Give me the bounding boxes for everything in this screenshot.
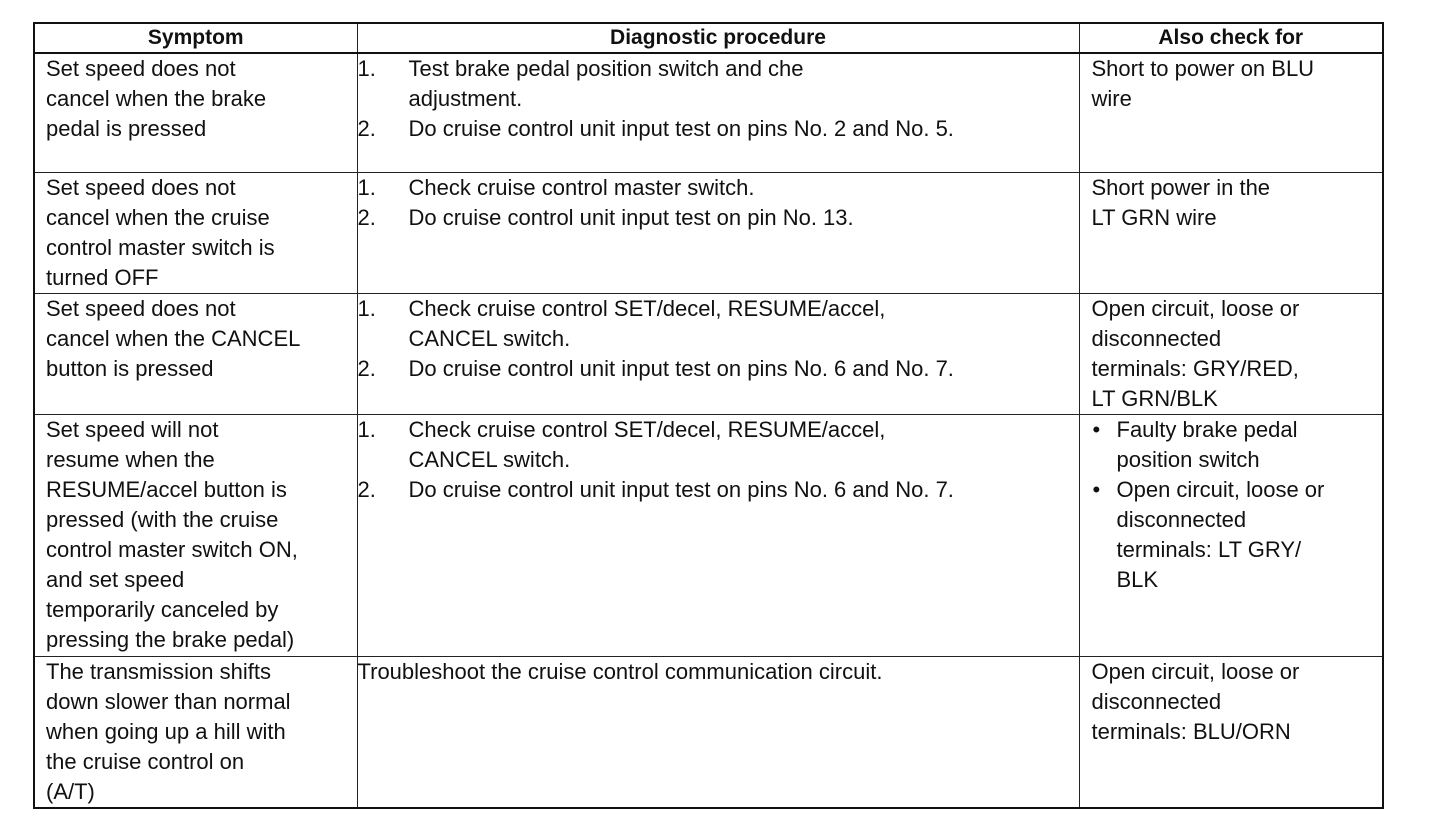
also-check-cell: [1079, 657, 1383, 809]
step-text: Do cruise control unit input test on pins No. 6 and No. 7.: [408, 477, 954, 502]
procedure-step: [358, 475, 1079, 505]
procedure-step: [358, 114, 1079, 144]
also-check-cell: [1079, 415, 1383, 657]
table-row: [34, 53, 1383, 173]
step-number: 2.: [357, 477, 376, 502]
step-number: 2.: [357, 205, 376, 230]
also-check-cell: [1079, 294, 1383, 415]
table-row: [34, 415, 1383, 657]
diagnostic-table: [33, 22, 1384, 809]
step-text: Check cruise control master switch.: [408, 175, 755, 200]
symptom-text: The transmission shifts down slower than normal when going up a hill with the cruise control on (A/T): [46, 659, 291, 804]
also-check-cell: [1079, 53, 1383, 173]
procedure-step: [358, 415, 1079, 475]
procedure-step: [358, 203, 1079, 233]
step-number: 2.: [357, 116, 376, 141]
also-check-text: Short power in the LT GRN wire: [1091, 175, 1271, 230]
bullet-text: Open circuit, loose or disconnected terminals: LT GRY/ BLK: [1116, 477, 1325, 592]
also-check-cell: [1079, 173, 1383, 294]
header-symptom: Symptom: [34, 23, 357, 53]
procedure-step: [358, 54, 1079, 114]
symptom-cell: [34, 657, 357, 809]
symptom-text: Set speed does not cancel when the brake pedal is pressed: [46, 56, 267, 141]
header-also-check-for: Also check for: [1079, 23, 1383, 53]
symptom-cell: [34, 173, 357, 294]
bullet-icon: •: [1092, 417, 1101, 442]
procedure-step: [358, 354, 1079, 384]
step-number: 1.: [357, 417, 376, 442]
step-text: Test brake pedal position switch and che adjustment.: [408, 56, 804, 111]
step-number: 1.: [357, 296, 376, 321]
procedure-cell: [357, 53, 1079, 173]
symptom-cell: [34, 53, 357, 173]
step-text: Do cruise control unit input test on pins No. 2 and No. 5.: [408, 116, 954, 141]
procedure-cell: [357, 415, 1079, 657]
step-text: Do cruise control unit input test on pin No. 13.: [408, 205, 854, 230]
procedure-cell: [357, 173, 1079, 294]
step-text: Check cruise control SET/decel, RESUME/accel, CANCEL switch.: [408, 296, 886, 351]
symptom-text: Set speed does not cancel when the CANCEL button is pressed: [46, 296, 301, 381]
also-check-text: Open circuit, loose or disconnected terminals: BLU/ORN: [1091, 659, 1300, 744]
symptom-text: Set speed does not cancel when the cruise control master switch is turned OFF: [46, 175, 275, 290]
table-header: [34, 23, 1383, 53]
step-number: 1.: [357, 56, 376, 81]
also-check-text: Open circuit, loose or disconnected terminals: GRY/RED, LT GRN/BLK: [1091, 296, 1300, 411]
step-number: 1.: [357, 175, 376, 200]
table-row: [34, 294, 1383, 415]
procedure-cell: [357, 294, 1079, 415]
procedure-step: [358, 173, 1079, 203]
procedure-step: [358, 294, 1079, 354]
header-row: [34, 23, 1383, 53]
procedure-cell: [357, 657, 1079, 809]
bullet-text: Faulty brake pedal position switch: [1116, 417, 1298, 472]
procedure-text: Troubleshoot the cruise control communication circuit.: [357, 659, 883, 684]
table-row: [34, 173, 1383, 294]
also-check-bullet-item: [1092, 415, 1375, 475]
step-text: Check cruise control SET/decel, RESUME/accel, CANCEL switch.: [408, 417, 886, 472]
bullet-icon: •: [1092, 477, 1101, 502]
step-text: Do cruise control unit input test on pins No. 6 and No. 7.: [408, 356, 954, 381]
also-check-text: Short to power on BLU wire: [1091, 56, 1315, 111]
header-diagnostic-procedure: Diagnostic procedure: [357, 23, 1079, 53]
step-number: 2.: [357, 356, 376, 381]
also-check-list: [1080, 415, 1383, 595]
also-check-bullet-item: [1092, 475, 1375, 595]
symptom-cell: [34, 294, 357, 415]
symptom-text: Set speed will not resume when the RESUME/accel button is pressed (with the cruise control master switch ON, and set speed temporarily canceled by pressing the brake pedal): [46, 417, 298, 652]
table-row: [34, 657, 1383, 809]
table-body: [34, 53, 1383, 808]
symptom-cell: [34, 415, 357, 657]
